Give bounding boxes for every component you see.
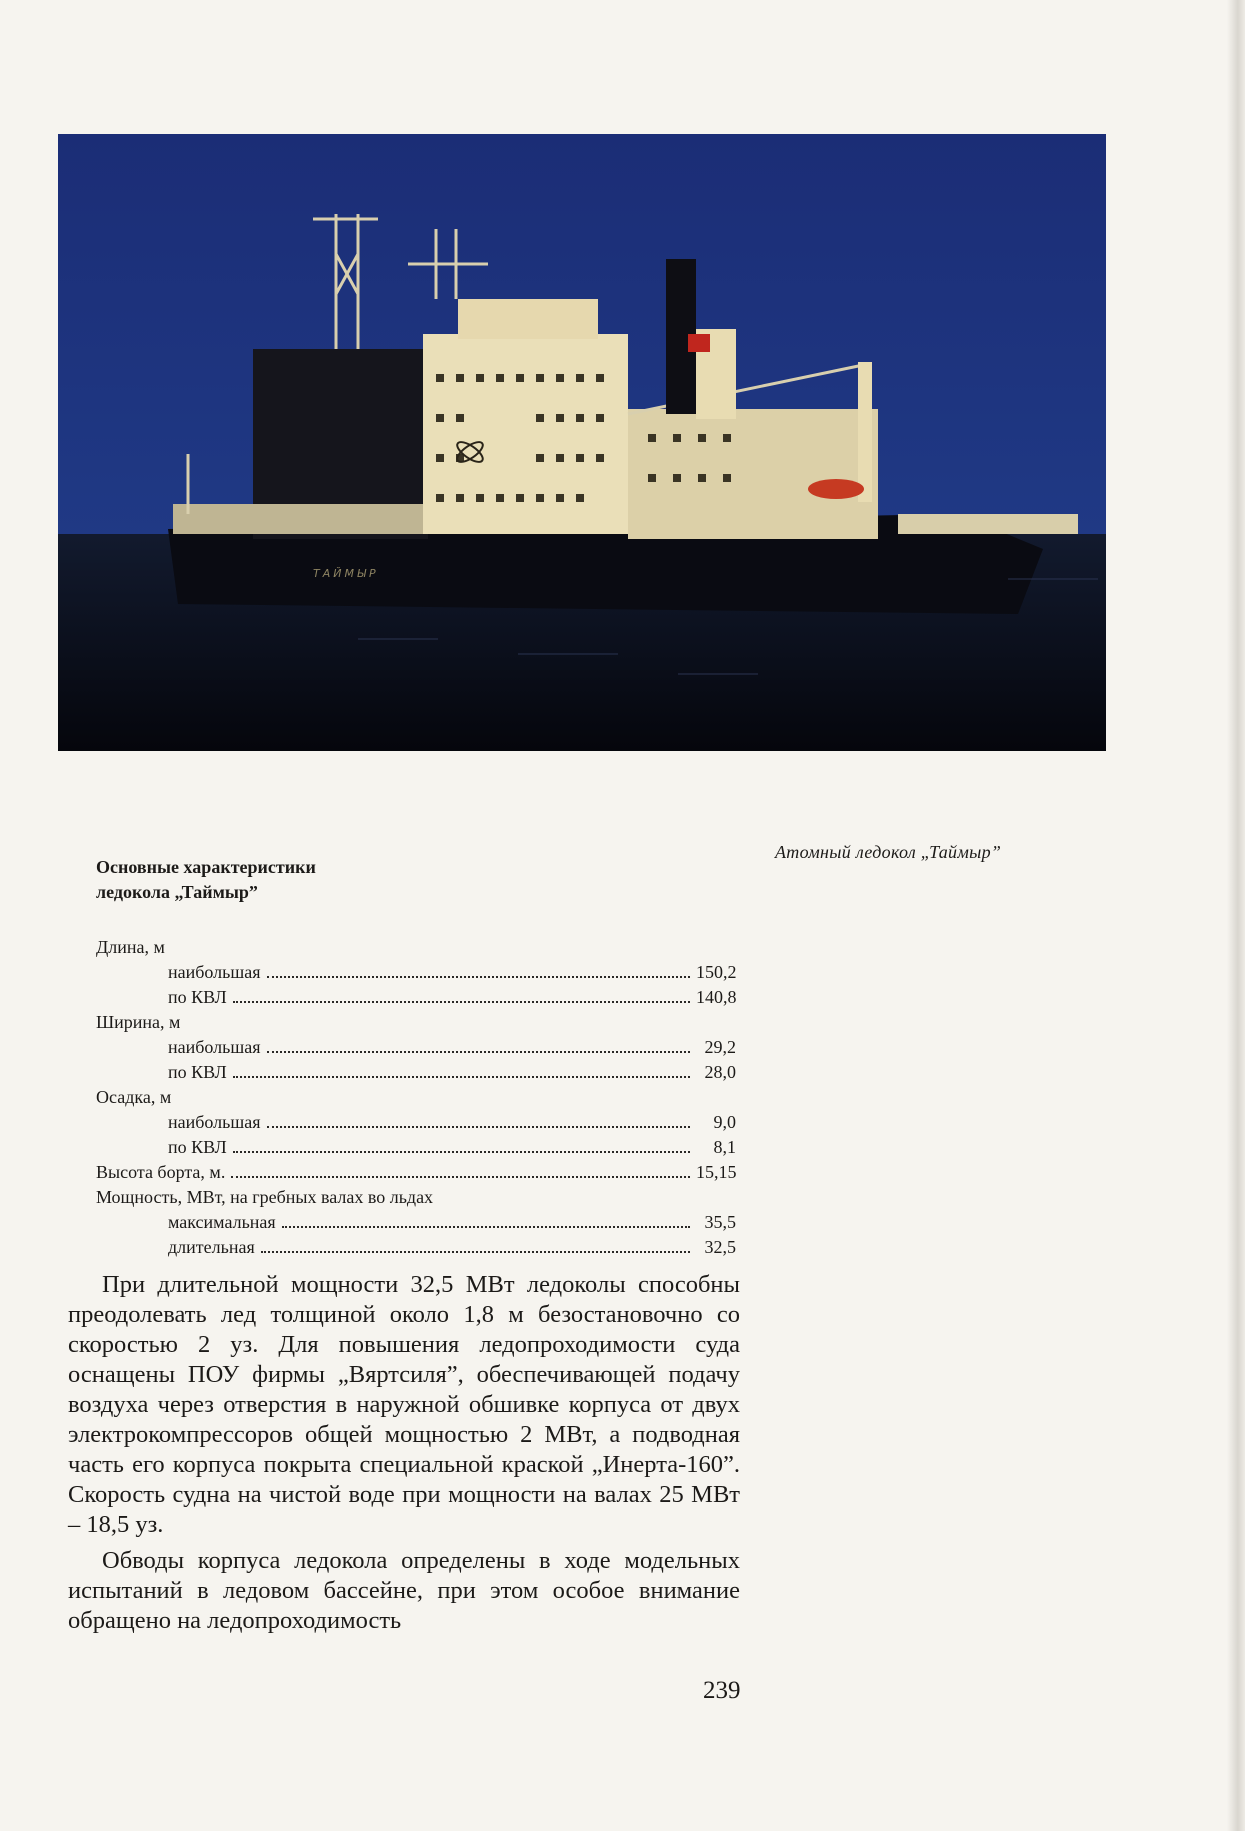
specs-title-line1: Основные характеристики	[96, 857, 316, 877]
paragraph-2: Обводы корпуса ледокола определены в ходе модельных испытаний в ледовом бассейне, при этом особое внимание обращено на ледопроходимость	[68, 1547, 740, 1634]
spec-row	[96, 960, 736, 985]
paragraph-1: При длительной мощности 32,5 МВт ледоколы способны преодолевать лед толщиной около 1,8 м безостановочно со скоростью 2 уз. Для повышения ледопроходимости суда оснащены ПОУ фирмы „Вяртсиля”, обеспечивающей подачу воздуха через отверстия в наружной обшивке корпуса от двух электрокомпрессоров общей мощностью 2 МВт, а подводная часть его корпуса покрыта специальной краской „Инерта-160”. Скорость судна на чистой воде при мощности на валах 25 МВт – 18,5 уз.	[68, 1271, 740, 1538]
spec-label: наибольшая	[168, 1112, 261, 1132]
spec-label: по КВЛ	[168, 987, 227, 1007]
leader-dots	[267, 1126, 691, 1128]
spec-value: 15,15	[696, 1162, 737, 1182]
spec-label: Высота борта, м.	[96, 1162, 226, 1182]
body-text	[68, 1270, 740, 1642]
spec-label: наибольшая	[168, 962, 261, 982]
superstructure-upper	[458, 299, 598, 339]
spec-row	[96, 1135, 736, 1160]
forecastle	[173, 504, 423, 534]
spec-value: 32,5	[704, 1237, 736, 1257]
specs-title	[96, 855, 736, 905]
spec-row	[96, 1110, 736, 1135]
superstructure-aft	[628, 409, 878, 539]
spec-value: 29,2	[704, 1037, 736, 1057]
spec-value: 28,0	[704, 1062, 736, 1082]
spec-row	[96, 1235, 736, 1260]
spec-value: 9,0	[713, 1112, 736, 1132]
spec-row	[96, 1060, 736, 1085]
leader-dots	[267, 1051, 691, 1053]
spec-value: 150,2	[696, 962, 737, 982]
spec-value: 140,8	[696, 987, 737, 1007]
leader-dots	[233, 1001, 690, 1003]
specs-table	[96, 855, 736, 1260]
lifeboat	[808, 479, 864, 499]
spec-row	[96, 1210, 736, 1235]
stern-deck	[898, 514, 1078, 534]
icebreaker-photo-svg	[58, 134, 1106, 751]
spec-label: по КВЛ	[168, 1137, 227, 1157]
spec-value: 35,5	[704, 1212, 736, 1232]
leader-dots	[231, 1176, 690, 1178]
leader-dots	[282, 1226, 690, 1228]
page-edge	[1227, 0, 1245, 1831]
leader-dots	[261, 1251, 690, 1253]
width-label: Ширина, м	[96, 1012, 181, 1032]
leader-dots	[233, 1076, 690, 1078]
crane-column	[858, 362, 872, 502]
spec-label: максимальная	[168, 1212, 276, 1232]
superstructure	[423, 334, 628, 534]
funnel-flag	[688, 334, 710, 352]
hull-name: ТАЙМЫР	[313, 567, 379, 580]
page-number: 239	[703, 1677, 741, 1704]
length-label: Длина, м	[96, 937, 165, 957]
spec-label: длительная	[168, 1237, 255, 1257]
power-label: Мощность, МВт, на гребных валах во льдах	[96, 1187, 434, 1207]
spec-row	[96, 985, 736, 1010]
draft-label: Осадка, м	[96, 1087, 172, 1107]
spec-label: по КВЛ	[168, 1062, 227, 1082]
spec-value: 8,1	[713, 1137, 736, 1157]
specs-title-line2: ледокола „Таймыр”	[96, 882, 258, 902]
spec-row	[96, 1160, 736, 1185]
spec-label: наибольшая	[168, 1037, 261, 1057]
spec-row	[96, 1035, 736, 1060]
leader-dots	[267, 976, 691, 978]
photo-caption: Атомный ледокол „Таймыр”	[775, 842, 1002, 862]
leader-dots	[233, 1151, 690, 1153]
icebreaker-photo	[58, 134, 1106, 751]
